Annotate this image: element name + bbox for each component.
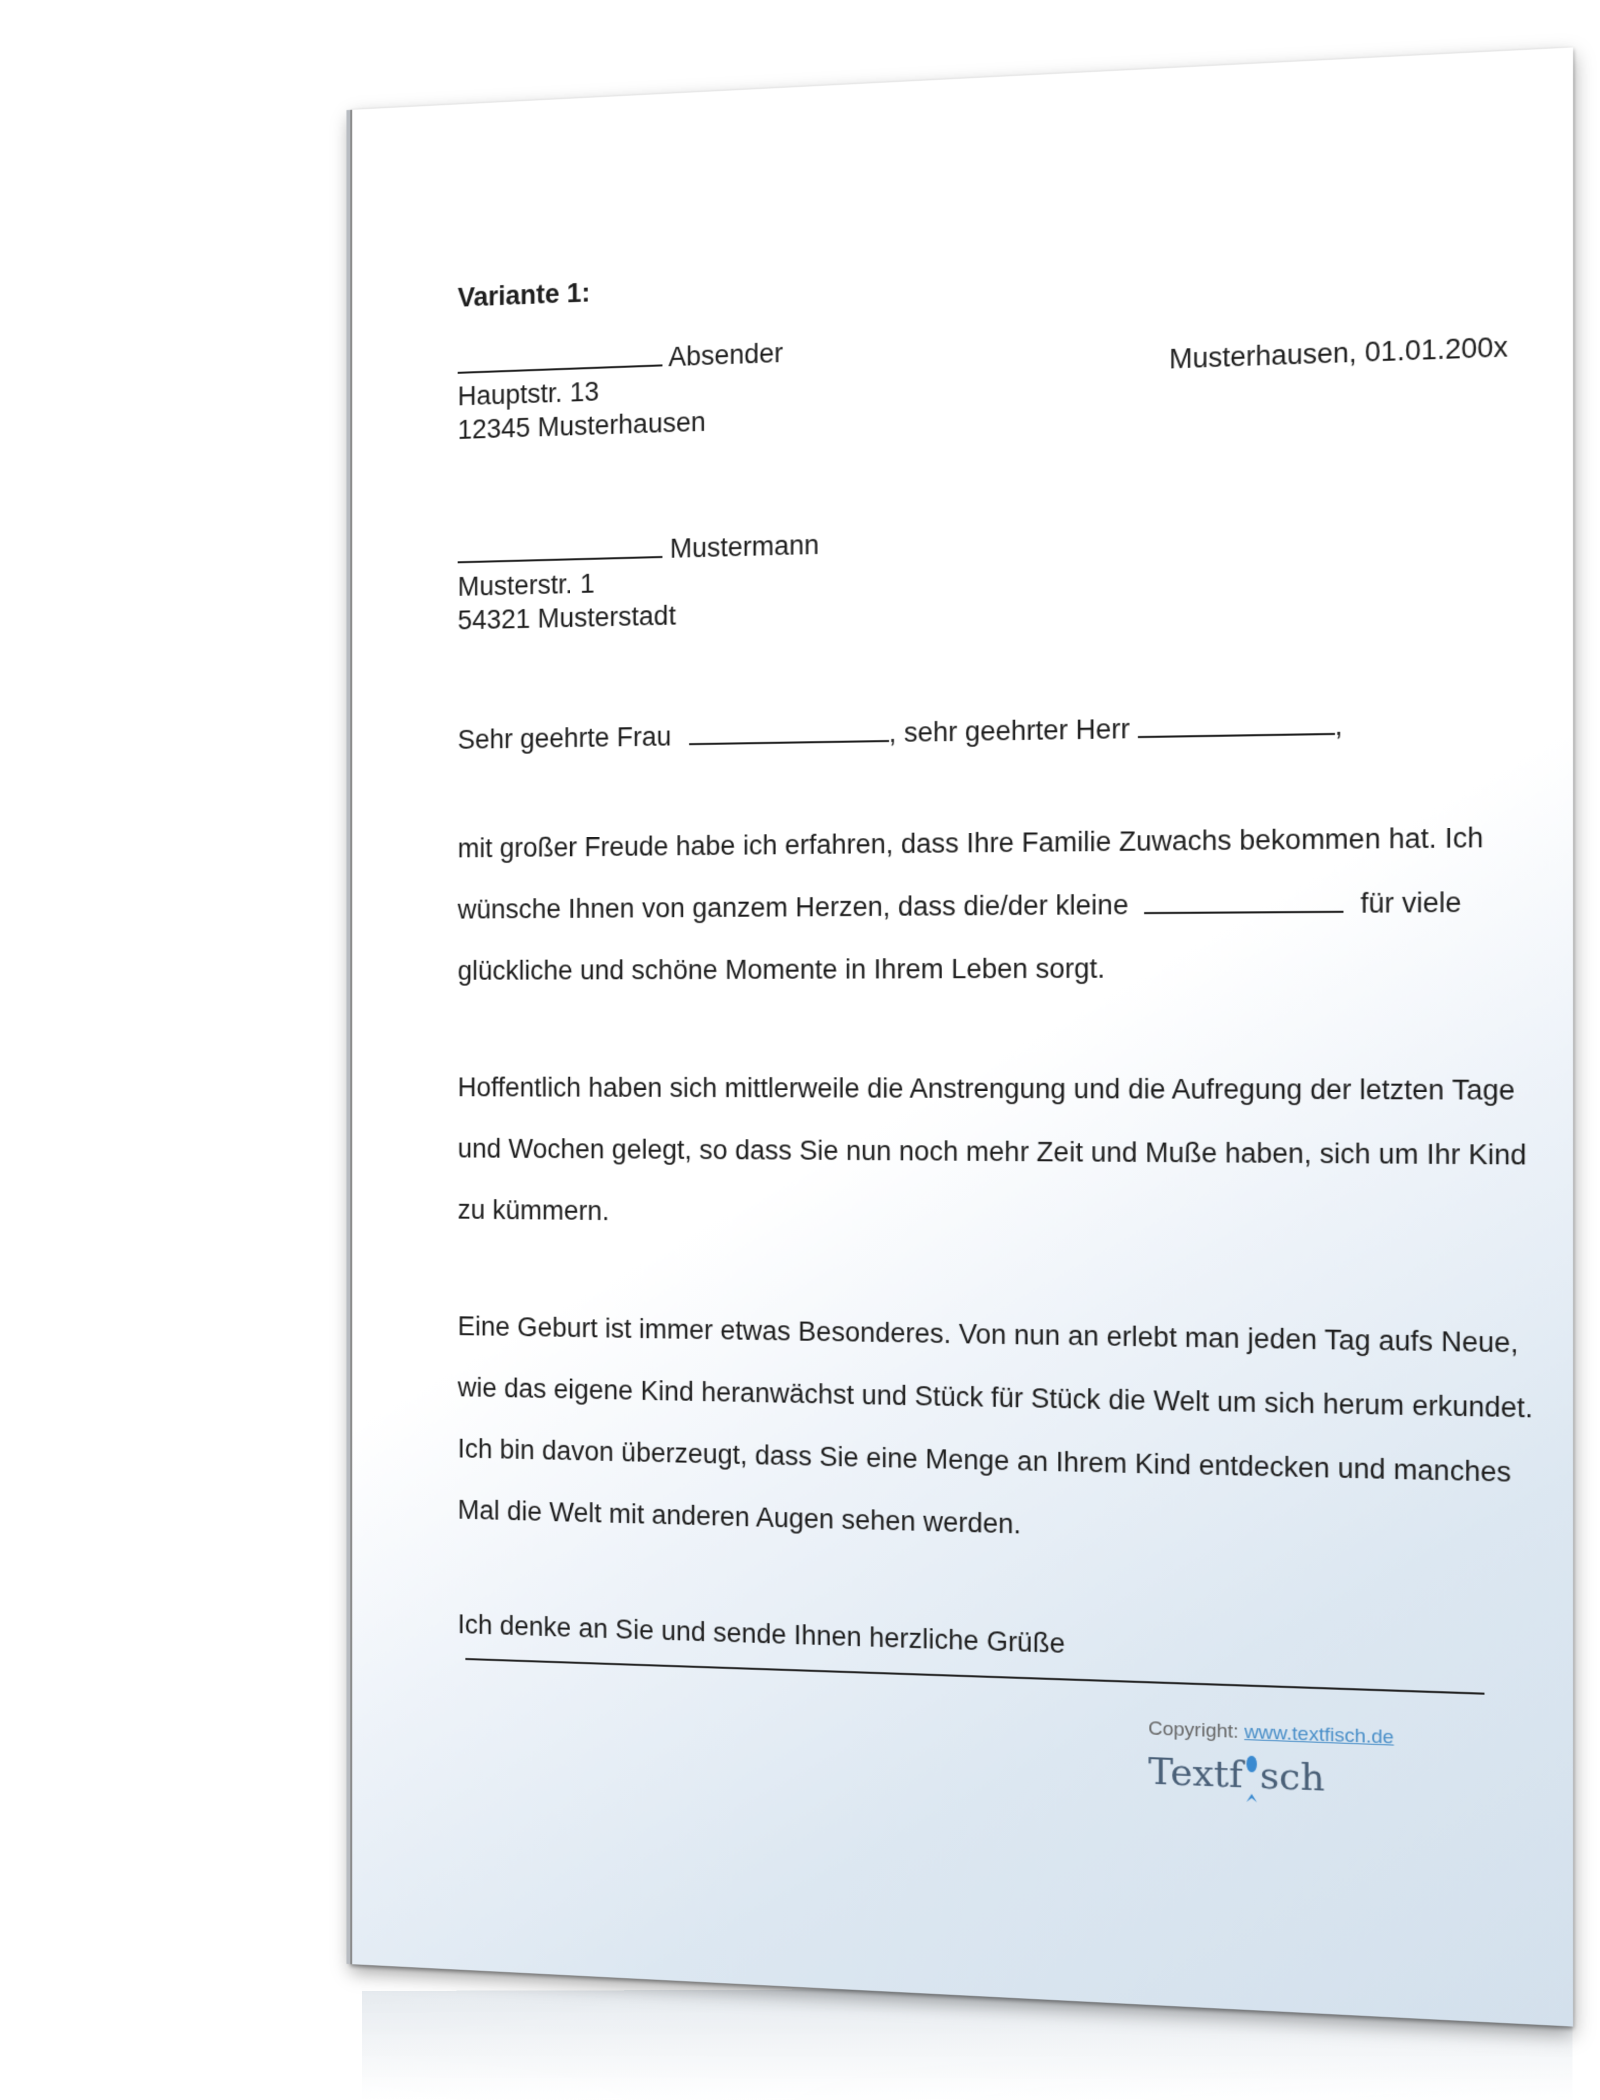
para3-line3: Ich bin davon überzeugt, dass Sie eine Menge an Ihrem Kind entdecken und manches xyxy=(457,1433,1512,1488)
recipient-city: 54321 Musterstadt xyxy=(457,600,676,636)
salutation-part3: , xyxy=(1334,710,1343,742)
recipient-name-line xyxy=(458,529,820,571)
para3-line1: Eine Geburt ist immer etwas Besonderes. Von nun an erlebt man jeden Tag aufs Neue, xyxy=(457,1311,1519,1359)
salutation-blank-frau xyxy=(689,720,889,745)
sender-name-line xyxy=(458,337,784,381)
copyright-label: Copyright: xyxy=(1148,1718,1239,1743)
child-name-blank xyxy=(1145,890,1344,914)
logo-text-right: sch xyxy=(1259,1755,1325,1800)
recipient-label: Mustermann xyxy=(669,529,820,564)
signature-line xyxy=(465,1658,1484,1695)
para1-line2b: für viele xyxy=(1360,887,1462,919)
para2-line2: und Wochen gelegt, so dass Sie nun noch mehr Zeit und Muße haben, sich um Ihr Kind xyxy=(457,1133,1527,1171)
salutation-part2: , sehr geehrter Herr xyxy=(888,713,1130,749)
sender-label: Absender xyxy=(668,337,784,373)
sender-blank xyxy=(458,344,663,373)
para3-line2: wie das eigene Kind heranwächst und Stück für Stück die Welt um sich herum erkundet. xyxy=(457,1372,1534,1424)
salutation-blank-herr xyxy=(1138,712,1335,738)
para1-line2 xyxy=(458,886,1462,926)
salutation xyxy=(458,709,1343,756)
para2-line3: zu kümmern. xyxy=(457,1194,610,1227)
para1-line1: mit großer Freude habe ich erfahren, dass Ihre Familie Zuwachs bekommen hat. Ich xyxy=(457,822,1484,864)
recipient-blank xyxy=(458,536,663,563)
textfisch-logo xyxy=(1148,1751,1325,1805)
letter-page xyxy=(350,47,1573,2026)
date-line: Musterhausen, 01.01.200x xyxy=(1169,331,1508,375)
closing-line: Ich denke an Sie und sende Ihnen herzliche Grüße xyxy=(457,1609,1065,1660)
recipient-street: Musterstr. 1 xyxy=(457,568,595,602)
copyright-link[interactable]: www.textfisch.de xyxy=(1244,1721,1394,1749)
logo-text-left: Textf xyxy=(1148,1750,1243,1797)
sender-street: Hauptstr. 13 xyxy=(457,376,600,412)
sender-city: 12345 Musterhausen xyxy=(457,406,706,445)
para3-line4: Mal die Welt mit anderen Augen sehen werden. xyxy=(457,1494,1022,1540)
para2-line1: Hoffentlich haben sich mittlerweile die Anstrengung und die Aufregung der letzten Tage xyxy=(457,1072,1515,1106)
copyright-notice xyxy=(1148,1718,1394,1750)
variant-heading: Variante 1: xyxy=(457,277,591,313)
fish-icon xyxy=(1243,1754,1260,1802)
para1-line3: glückliche und schöne Momente in Ihrem Leben sorgt. xyxy=(457,953,1106,986)
para1-line2a: wünsche Ihnen von ganzem Herzen, dass die/der kleine xyxy=(457,889,1129,925)
salutation-part1: Sehr geehrte Frau xyxy=(457,721,672,755)
